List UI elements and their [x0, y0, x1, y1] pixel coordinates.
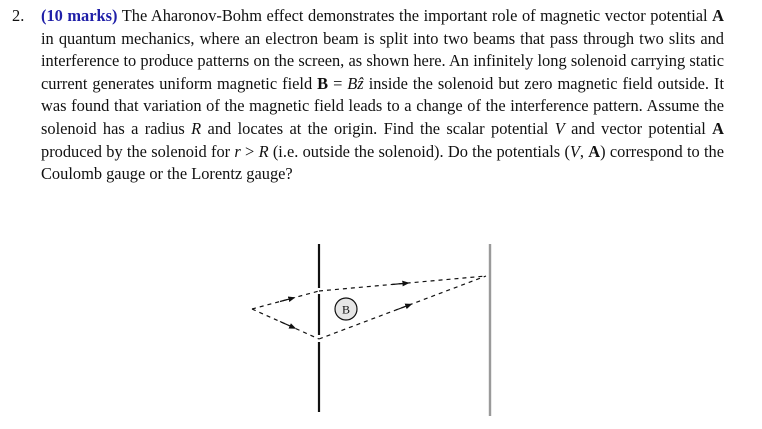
statement-segment: r: [234, 141, 241, 161]
problem-number: 2.: [12, 6, 25, 25]
problem-text: [41, 5, 724, 186]
problem-statement: [41, 6, 724, 183]
statement-segment: produced by the solenoid for: [41, 141, 235, 161]
statement-segment: and locates at the origin. Find the scalar potential: [201, 118, 555, 138]
beam-lower-in-arrow: [280, 322, 293, 328]
beam-upper-in-arrow: [280, 298, 292, 301]
statement-segment: =: [328, 73, 348, 93]
statement-segment: inside the solenoid but zero magnetic field outside. It was found that variation of the magnetic field leads to a change of the interference pattern. Assume the solenoid has a radius: [41, 73, 724, 138]
beam-lower-out-arrow: [396, 305, 409, 310]
statement-segment: A: [712, 118, 724, 138]
statement-segment: and vector potential: [564, 118, 713, 138]
statement-segment: V: [554, 118, 565, 138]
statement-segment: ,: [579, 141, 589, 161]
statement-segment: in quantum mechanics, where an electron beam is split into two beams that pass through two slits and interference to produce patterns on the screen, as shown here. An infinitely long solenoid carrying static current generates uniform magnetic field: [41, 28, 724, 93]
statement-segment: A: [588, 141, 601, 161]
statement-segment: A: [712, 6, 724, 25]
statement-segment: >: [240, 141, 259, 161]
statement-segment: The Aharonov-Bohm effect demonstrates the important role of magnetic vector potential: [117, 6, 713, 25]
problem-2: [12, 5, 724, 186]
aharonov-bohm-figure: [240, 236, 510, 422]
statement-segment: R: [258, 141, 269, 161]
figure-svg: [240, 236, 510, 422]
statement-segment: (i.e. outside the solenoid). Do the potentials (: [268, 141, 570, 161]
solenoid-label: B: [341, 302, 351, 317]
statement-segment: B: [317, 73, 329, 93]
marks-label: (10 marks): [41, 6, 118, 25]
statement-segment: Bẑ: [347, 73, 364, 93]
statement-segment: V: [569, 141, 580, 161]
statement-segment: ) correspond to the Coulomb gauge or the Lorentz gauge?: [41, 141, 724, 184]
statement-segment: R: [191, 118, 202, 138]
beam-upper-out-arrow: [392, 283, 406, 284]
